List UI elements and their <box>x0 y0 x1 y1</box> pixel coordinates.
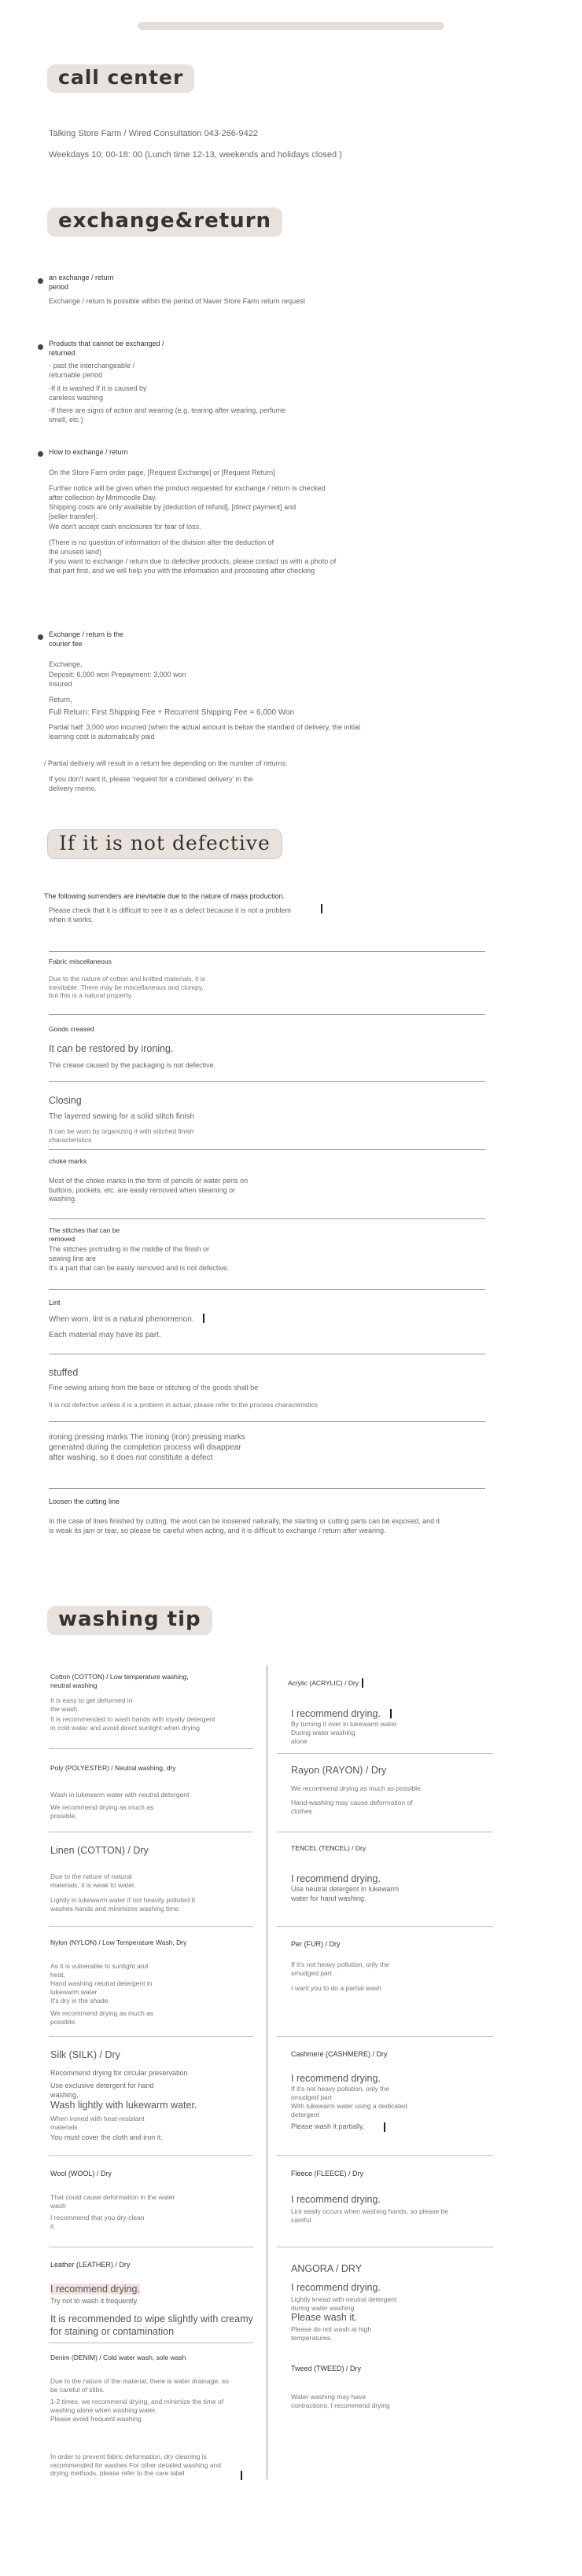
defects-intro-note: Please check that it is difficult to see it as a defect because it is not a problem when it works. <box>49 906 291 924</box>
section-line: Shipping costs are only available by [deduction of refund], [direct payment] and [seller transfer]. <box>49 503 297 520</box>
washing-heading: TENCEL (TENCEL) / Dry <box>291 1844 367 1852</box>
washing-heading: Fleece (FLEECE) / Dry <box>291 2170 364 2177</box>
washing-heading: ANGORA / DRY <box>291 2263 363 2274</box>
divider <box>49 1421 485 1422</box>
defect-body: In the case of lines finished by cutting, the wool can be loosened naturally, the starting or cutting parts can be exposed, and it is weak its jam or tear, so please be careful when acting, and it is difficult to exchange / return after wearing. <box>49 1517 440 1534</box>
section-line: Partial half: 3,000 won incurred (when the actual amount is below the standard of delivery, the initial learning cost is automatically paid <box>49 723 361 740</box>
washing-heading: Cashmere (CASHMERE) / Dry <box>291 2050 388 2058</box>
section-line: - past the interchangeable / returnable period <box>49 362 135 379</box>
washing-line: Water washing may have contractions, I recommend drying <box>291 2393 390 2409</box>
washing-line: Please wash it partially. <box>291 2122 365 2130</box>
partial-delivery-note: / Partial delivery will result in a return fee depending on the number of returns. <box>44 759 288 767</box>
defect-heading: stuffed <box>49 1367 79 1378</box>
section-line: If you want to exchange / return due to defective products, please contact us with a photo of that part first, and we will help you with the information and processing after checking <box>49 557 337 575</box>
washing-line: alone <box>291 1737 308 1745</box>
section-line: -If there are signs of action and wearing (e.g. tearing after wearing, perfume smell, etc.) <box>49 406 286 424</box>
defect-body-note: It is not defective unless it is a problem in actual, please refer to the process characteristics <box>49 1401 319 1409</box>
section-line: Further notice will be given when the product requested for exchange / return is checked after collection by Mmmoodle Day. <box>49 484 326 502</box>
washing-line: We recommend drying as much as possible. <box>50 1803 154 1820</box>
defect-heading: Lint <box>49 1299 61 1306</box>
washing-line: I recommend drying. <box>291 2073 381 2084</box>
washing-heading: Wool (WOOL) / Dry <box>50 2170 112 2177</box>
section-heading: an exchange / return period <box>49 274 114 291</box>
washing-line: 1-2 times, we recommend drying, and minimize the time of washing alone when washing water. <box>50 2398 224 2414</box>
washing-line: When ironed with heat-resistant materials <box>50 2115 145 2131</box>
defect-heading: choke marks <box>49 1157 87 1165</box>
defect-heading: Goods creased <box>49 1025 94 1033</box>
bullet-icon <box>38 451 43 457</box>
section-line: Deposit: 6,000 won Prepayment: 3,000 won insured <box>49 671 186 688</box>
defect-body-note: The crease caused by the packaging is not defective. <box>49 1061 216 1069</box>
divider <box>277 2036 493 2037</box>
divider <box>49 1218 485 1219</box>
washing-line: Due to the nature of the material, there is water drainage, so be careful of stibs. <box>50 2377 229 2394</box>
defect-body: When worn, lint is a natural phenomenon. <box>49 1315 194 1324</box>
defect-heading: Closing <box>49 1095 82 1106</box>
washing-line: Try not to wash it frequently. <box>50 2297 139 2305</box>
washing-line: Recommend drying for circular preservation <box>50 2069 188 2077</box>
washing-heading: Nylon (NYLON) / Low Temperature Wash, Dry <box>50 1938 187 1946</box>
washing-line: As it is vulnerable to sunlight and heat, <box>50 1962 149 1979</box>
washing-line: I recommend drying. <box>291 2282 381 2293</box>
divider <box>277 1926 493 1927</box>
washing-line: Hand washing neutral detergent in lukewarm water <box>50 1979 153 1996</box>
washing-line: I recommend drying. <box>291 2194 381 2205</box>
call-center-phone: Talking Store Farm / Wired Consultation 043-266-9422 <box>49 129 258 138</box>
defect-body: Most of the choke marks in the form of pencils or water pens on buttons, pockets, etc. are easily removed when steaming or washing. <box>49 1177 249 1203</box>
washing-line: Due to the nature of natural materials, it is weak to water, <box>50 1872 136 1889</box>
section-line: (There is no question of information of the division after the deduction of the unused land) <box>49 538 274 556</box>
washing-heading: Per (FUR) / Dry <box>291 1940 341 1948</box>
section-line: Return, <box>49 696 72 704</box>
defect-heading: ironing pressing marks The ironing (iron) pressing marks generated during the completion process will disappear after washing, so it does not constitute a defect <box>49 1433 245 1462</box>
washing-heading: Rayon (RAYON) / Dry <box>291 1765 387 1776</box>
washing-line: If it's not heavy pollution, only the smudged part <box>291 2085 389 2101</box>
defect-body: It can be restored by ironing. <box>49 1043 174 1054</box>
washing-line: If it's not heavy pollution, only the smudged part <box>291 1960 389 1977</box>
washing-heading: Denim (DENIM) / Cold water wash, sole wash <box>50 2354 186 2361</box>
text-cursor-icon <box>362 1678 363 1688</box>
washing-line: Wash lightly with lukewarm water. <box>50 2100 197 2111</box>
section-heading: Products that cannot be exchanged / returned <box>49 340 164 357</box>
defect-heading: Loosen the cutting line <box>49 1497 120 1505</box>
call-center-title: call center <box>47 64 194 93</box>
washing-line: It's dry in the shade <box>50 1997 109 2005</box>
washing-line: It is easy to get deformed in the wash. <box>50 1696 133 1713</box>
defect-body: The stitches protruding in the middle of the finish or sewing line are <box>49 1245 210 1262</box>
washing-heading: Cotton (COTTON) / Low temperature washing, neutral washing <box>50 1673 189 1689</box>
washing-line: We recommend drying as much as possible. <box>50 2009 154 2026</box>
bullet-icon <box>38 278 43 284</box>
washing-line: Use neutral detergent in lukewarm water for hand washing. <box>291 1885 400 1902</box>
washing-line: Please avoid frequent washing. <box>50 2415 144 2423</box>
text-cursor-icon <box>321 904 322 913</box>
text-cursor-icon <box>241 2471 242 2480</box>
text-cursor-icon <box>390 1709 392 1718</box>
bullet-icon <box>38 634 43 640</box>
defect-body: Fine sewing arising from the base or stitching of the goods shall be <box>49 1384 259 1391</box>
washing-line: With lukewarm water using a dedicated detergent <box>291 2102 407 2118</box>
washing-line: You must cover the cloth and iron it. <box>50 2133 163 2141</box>
washing-line: I want you to do a partial wash <box>291 1984 381 1992</box>
section-line: We don't accept cash enclosures for fear of loss. <box>49 523 201 531</box>
defect-body: The layered sewing for a solid stitch finish <box>49 1112 195 1121</box>
washing-line: Lint easily occurs when washing hands, so please be careful. <box>291 2207 448 2224</box>
washing-line: We recommend drying as much as possible. <box>291 1784 423 1792</box>
text-cursor-icon <box>203 1314 204 1323</box>
call-center-hours: Weekdays 10: 00-18: 00 (Lunch time 12-13, weekends and holidays closed ) <box>49 150 342 160</box>
washing-line: Please wash it. <box>291 2312 358 2323</box>
text-cursor-icon <box>384 2122 385 2132</box>
section-line: Full Return: First Shipping Fee + Recurrent Shipping Fee = 6,000 Won <box>49 708 295 717</box>
washing-line: I recommend that you dry-clean it. <box>50 2214 145 2230</box>
washing-line: I recommend drying. <box>291 1708 381 1719</box>
defect-heading: Fabric miscellaneous <box>49 957 112 965</box>
washing-line: Use exclusive detergent for hand washing, <box>50 2082 154 2099</box>
section-heading: How to exchange / return <box>49 448 128 456</box>
divider <box>49 1289 485 1290</box>
exchange-return-title: exchange&return <box>47 208 282 237</box>
divider <box>49 1926 253 1927</box>
divider <box>49 1014 485 1015</box>
defect-body-note: Each material may have its part. <box>49 1331 161 1339</box>
combined-delivery-note: If you don't want it, please 'request for a combined delivery' in the delivery memo. <box>49 775 253 792</box>
washing-heading: Poly (POLYESTER) / Neutral washing, dry <box>50 1764 176 1772</box>
divider <box>277 2155 493 2156</box>
washing-footer: In order to prevent fabric deformation, dry cleaning is recommended for washes For other detailed washing and drying methods, please refer to the care label <box>50 2453 221 2477</box>
washing-line: Lightly knead with neutral detergent during water washing <box>291 2295 397 2312</box>
divider <box>49 1149 485 1150</box>
washing-heading: Tweed (TWEED) / Dry <box>291 2365 362 2372</box>
divider <box>277 1753 493 1754</box>
washing-line: I recommend drying. <box>50 2284 140 2295</box>
divider <box>49 1748 253 1749</box>
section-heading: Exchange / return is the courier fee <box>49 630 124 648</box>
washing-tip-title: washing tip <box>47 1606 212 1635</box>
washing-line: It is recommended to wash hands with loyalty detergent in cold water and avoid direct sunlight when drying <box>50 1715 215 1732</box>
washing-heading: Acrylic (ACRYLIC) / Dry <box>288 1679 359 1687</box>
washing-line: That could cause deformation in the water wash <box>50 2193 175 2210</box>
defect-body: Due to the nature of cotton and knitted materials, it is inevitable. There may be miscellaneous and clumpy, but this is a natural property. <box>49 975 205 999</box>
washing-line: Lightly in lukewarm water if not heavily polluted It washes hands and minimizes washing time. <box>50 1896 196 1913</box>
section-line: Exchange / return is possible within the period of Naver Store Farm return request <box>49 297 306 305</box>
washing-heading: Silk (SILK) / Dry <box>50 2049 120 2060</box>
divider <box>49 1488 485 1489</box>
washing-line: It is recommended to wipe slightly with creamy for staining or contamination <box>50 2313 253 2337</box>
divider <box>49 951 485 952</box>
divider <box>49 2036 253 2037</box>
section-line: Exchange, <box>49 660 83 668</box>
washing-line: I recommend drying. <box>291 1873 381 1884</box>
bullet-icon <box>38 344 43 350</box>
washing-heading: Linen (COTTON) / Dry <box>50 1845 149 1856</box>
defect-body-note: It can be worn by organizing it with stitched finish characteristics <box>49 1127 194 1144</box>
defects-intro: The following surrenders are inevitable due to the nature of mass production. <box>44 892 285 900</box>
washing-heading: Leather (LEATHER) / Dry <box>50 2261 131 2269</box>
washing-line: Hand-washing may cause deformation of clothes <box>291 1799 413 1815</box>
not-defective-title: If it is not defective <box>47 829 282 859</box>
divider <box>49 1081 485 1082</box>
defect-heading: The stitches that can be removed <box>49 1226 120 1243</box>
washing-line: Please do not wash at high temperatures. <box>291 2325 372 2342</box>
section-line: On the Store Farm order page, [Request Exchange] or [Request Return] <box>49 469 275 476</box>
top-bar <box>138 22 444 30</box>
washing-line: By turning it over in lukewarm water During water washing <box>291 1720 397 1736</box>
divider <box>49 2155 253 2156</box>
washing-line: Wash in lukewarm water with neutral detergent <box>50 1791 190 1799</box>
section-line: -If it is washed If it is caused by careless washing <box>49 384 147 402</box>
defect-body-note: It's a part that can be easily removed and is not defective. <box>49 1264 230 1272</box>
